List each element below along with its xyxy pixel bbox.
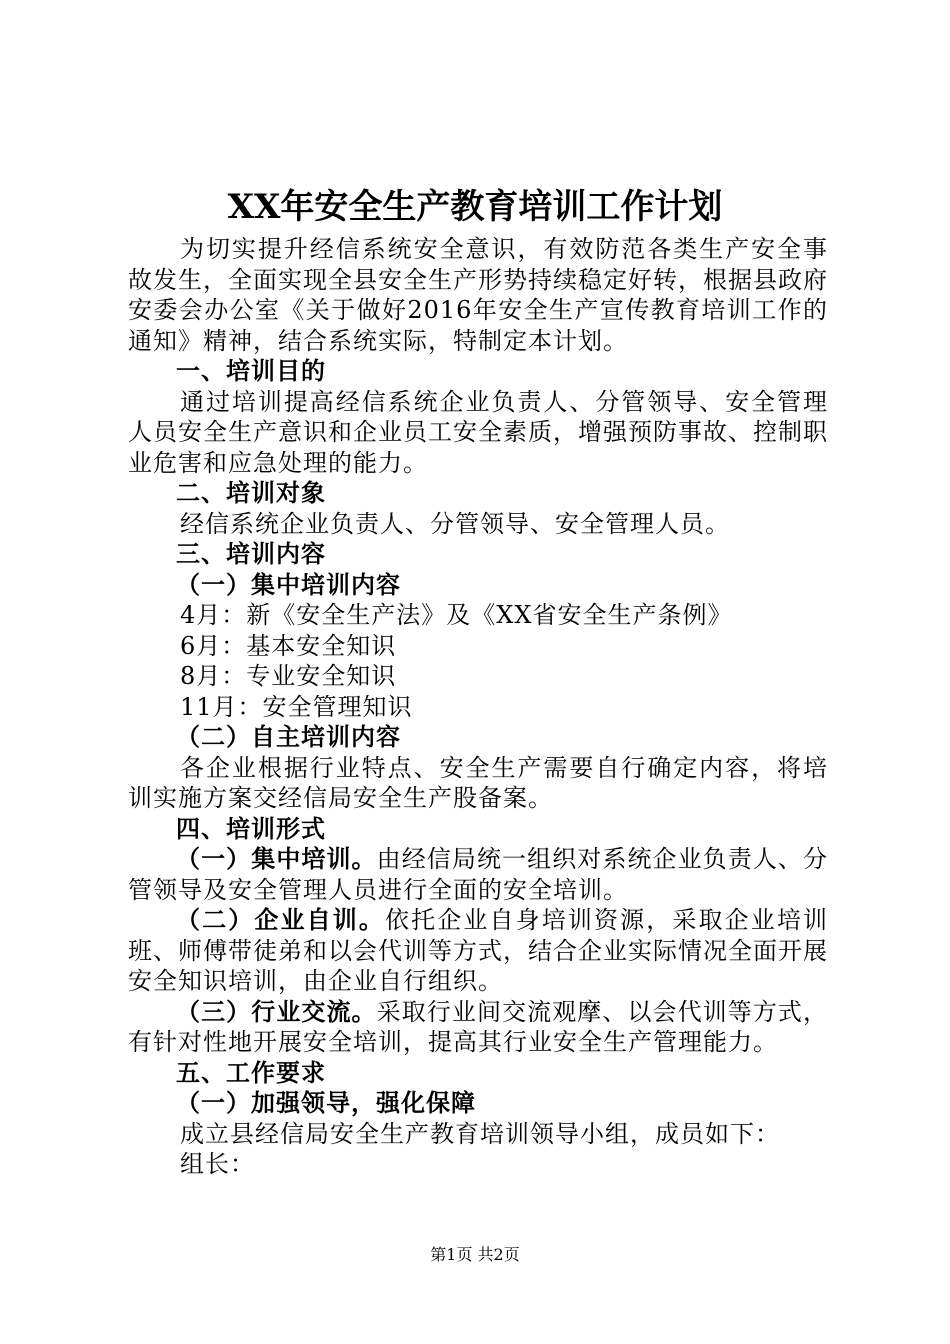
training-form-self <box>128 905 828 997</box>
intro-paragraph: 为切实提升经信系统安全意识，有效防范各类生产安全事故发生，全面实现全县安全生产形势持续稳定好转，根据县政府安委会办公室《关于做好2016年安全生产宣传教育培训工作的通知》精神，结合系统实际，特制定本计划。 <box>128 235 828 355</box>
section-2-heading: 二、培训对象 <box>176 479 326 507</box>
schedule-item-june: 6月：基本安全知识 <box>180 631 397 660</box>
leader-line: 组长： <box>180 1150 255 1178</box>
section-5-sub1-text: 成立县经信局安全生产教育培训领导小组，成员如下： <box>180 1119 780 1148</box>
training-form-label: （二）企业自训。 <box>176 906 385 934</box>
training-form-label: （一）集中培训。 <box>176 845 377 873</box>
section-5-heading: 五、工作要求 <box>176 1058 326 1087</box>
section-3-heading: 三、培训内容 <box>176 540 326 568</box>
section-1-text: 通过培训提高经信系统企业负责人、分管领导、安全管理人员安全生产意识和企业员工安全素质，增强预防事故、控制职业危害和应急处理的能力。 <box>128 387 828 477</box>
training-form-label: （三）行业交流。 <box>176 997 377 1026</box>
training-form-exchange <box>128 997 828 1058</box>
schedule-item-november: 11月：安全管理知识 <box>180 692 413 721</box>
section-2-text: 经信系统企业负责人、分管领导、安全管理人员。 <box>180 509 730 538</box>
training-form-text: 由经信局统一组织对系统企业负责人、分管领导及安全管理人员进行全面的安全培训。 <box>128 845 828 904</box>
section-3-sub1-heading: （一）集中培训内容 <box>176 570 401 599</box>
document-title: XX年安全生产教育培训工作计划 <box>227 187 723 227</box>
training-form-centralized <box>128 844 828 905</box>
section-5-sub1-heading: （一）加强领导，强化保障 <box>176 1089 476 1117</box>
schedule-item-april: 4月：新《安全生产法》及《XX省安全生产条例》 <box>180 601 733 629</box>
section-3-sub2-text: 各企业根据行业特点、安全生产需要自行确定内容，将培训实施方案交经信局安全生产股备案。 <box>128 753 828 812</box>
section-1-heading: 一、培训目的 <box>176 357 326 385</box>
schedule-item-august: 8月：专业安全知识 <box>180 662 397 690</box>
training-form-text: 采取行业间交流观摩、以会代训等方式，有针对性地开展安全培训，提高其行业安全生产管理能力。 <box>128 997 828 1056</box>
section-4-heading: 四、培训形式 <box>176 814 326 843</box>
page-footer: 第1页 共2页 <box>430 1245 520 1264</box>
section-3-sub2-heading: （二）自主培训内容 <box>176 723 401 751</box>
document-body <box>128 234 828 1180</box>
training-form-text: 依托企业自身培训资源，采取企业培训班、师傅带徒弟和以会代训等方式，结合企业实际情况全面开展安全知识培训，由企业自行组织。 <box>128 906 828 995</box>
